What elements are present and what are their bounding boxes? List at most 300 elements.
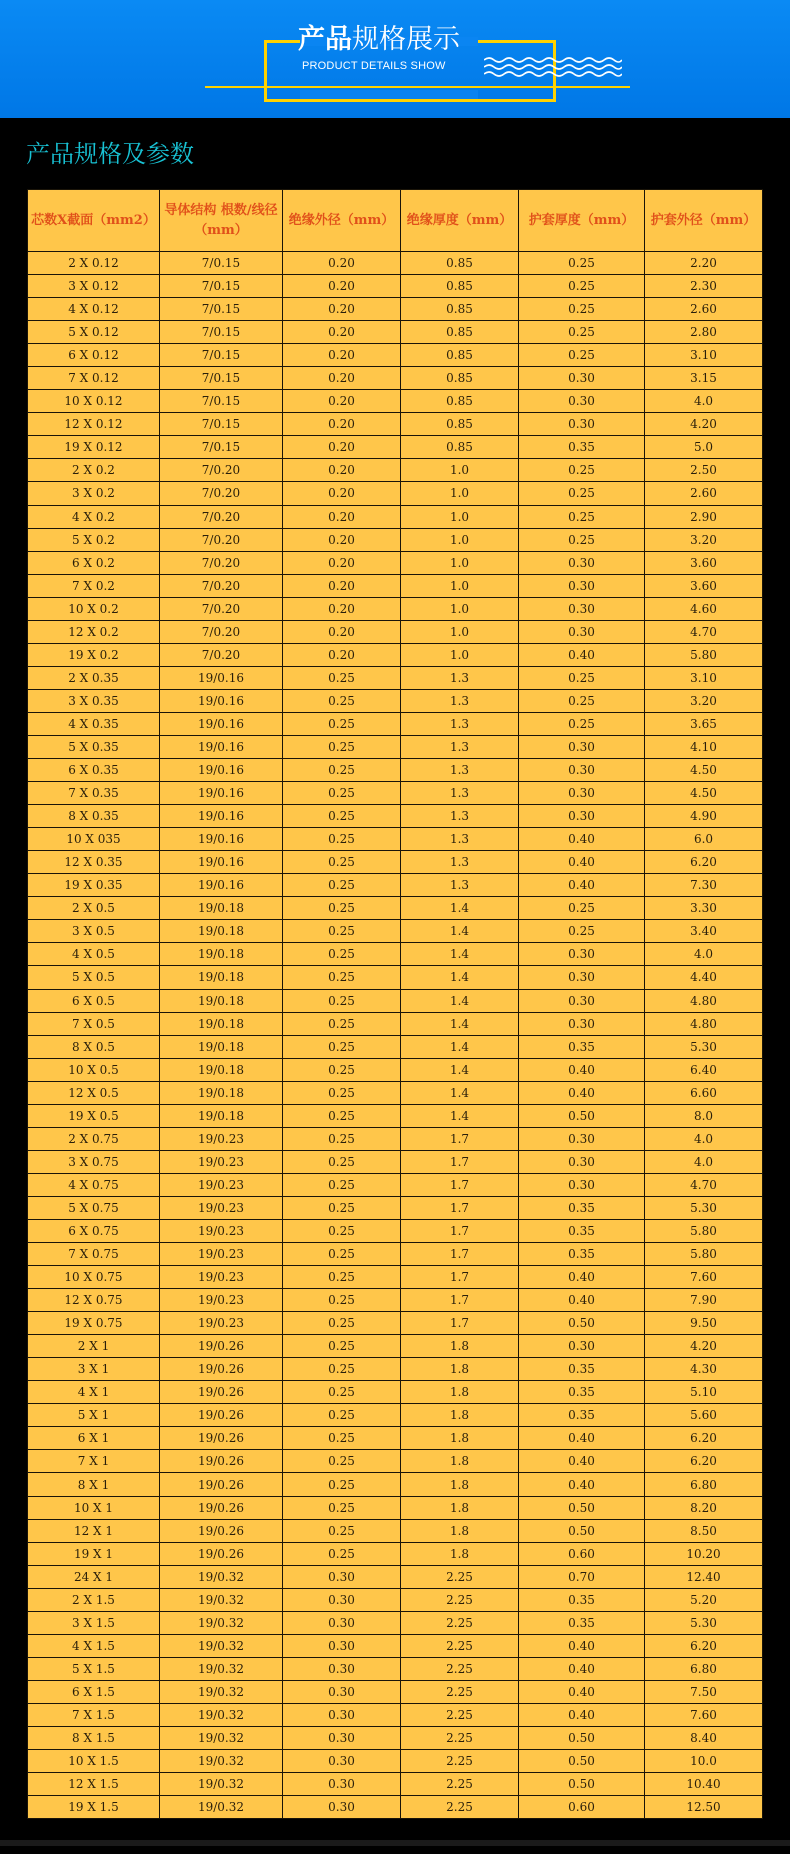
table-row <box>28 1358 763 1381</box>
table-row <box>28 1035 763 1058</box>
table-row <box>28 1104 763 1127</box>
table-cell: 1.8 <box>401 1335 519 1358</box>
table-cell: 7/0.20 <box>160 620 283 643</box>
table-cell: 0.20 <box>283 643 401 666</box>
table-cell: 3 X 0.12 <box>28 275 160 298</box>
table-cell: 3.60 <box>645 551 763 574</box>
table-cell: 5.30 <box>645 1611 763 1634</box>
table-row <box>28 551 763 574</box>
table-cell: 0.20 <box>283 436 401 459</box>
table-cell: 0.20 <box>283 275 401 298</box>
table-cell: 19/0.16 <box>160 689 283 712</box>
table-cell: 4.40 <box>645 966 763 989</box>
table-cell: 1.8 <box>401 1358 519 1381</box>
table-row <box>28 367 763 390</box>
table-cell: 7/0.15 <box>160 252 283 275</box>
table-cell: 5 X 0.12 <box>28 321 160 344</box>
table-cell: 0.25 <box>283 851 401 874</box>
table-cell: 19/0.16 <box>160 712 283 735</box>
table-cell: 19 X 0.35 <box>28 874 160 897</box>
table-cell: 19/0.18 <box>160 1035 283 1058</box>
table-cell: 0.25 <box>283 1496 401 1519</box>
table-cell: 0.25 <box>283 1427 401 1450</box>
table-cell: 1.4 <box>401 1035 519 1058</box>
table-cell: 3 X 0.5 <box>28 920 160 943</box>
table-cell: 2.80 <box>645 321 763 344</box>
table-cell: 0.60 <box>519 1542 645 1565</box>
table-cell: 4 X 1 <box>28 1381 160 1404</box>
table-cell: 7/0.20 <box>160 551 283 574</box>
table-cell: 4 X 0.5 <box>28 943 160 966</box>
table-row <box>28 851 763 874</box>
table-cell: 0.40 <box>519 851 645 874</box>
table-cell: 0.50 <box>519 1519 645 1542</box>
table-cell: 1.7 <box>401 1289 519 1312</box>
table-cell: 4.50 <box>645 782 763 805</box>
table-cell: 0.25 <box>283 1058 401 1081</box>
table-cell: 1.3 <box>401 735 519 758</box>
table-cell: 0.30 <box>283 1565 401 1588</box>
table-cell: 8.40 <box>645 1727 763 1750</box>
table-row <box>28 1611 763 1634</box>
table-cell: 0.30 <box>283 1703 401 1726</box>
table-row <box>28 390 763 413</box>
table-row <box>28 989 763 1012</box>
table-cell: 0.35 <box>519 1196 645 1219</box>
table-cell: 3.15 <box>645 367 763 390</box>
table-row <box>28 1404 763 1427</box>
table-cell: 5.30 <box>645 1035 763 1058</box>
table-row <box>28 1680 763 1703</box>
table-cell: 7 X 1 <box>28 1450 160 1473</box>
table-row <box>28 782 763 805</box>
table-cell: 3.65 <box>645 712 763 735</box>
table-cell: 19/0.16 <box>160 666 283 689</box>
table-cell: 19/0.16 <box>160 874 283 897</box>
table-cell: 4 X 0.12 <box>28 298 160 321</box>
table-cell: 19/0.26 <box>160 1519 283 1542</box>
table-cell: 19/0.16 <box>160 782 283 805</box>
table-cell: 5 X 0.5 <box>28 966 160 989</box>
table-cell: 19 X 0.2 <box>28 643 160 666</box>
table-cell: 7/0.20 <box>160 528 283 551</box>
table-cell: 0.30 <box>283 1750 401 1773</box>
column-header: 绝缘外径（mm） <box>283 190 401 252</box>
table-cell: 0.85 <box>401 298 519 321</box>
table-cell: 6 X 1 <box>28 1427 160 1450</box>
table-cell: 19/0.16 <box>160 851 283 874</box>
table-cell: 1.7 <box>401 1127 519 1150</box>
table-cell: 19/0.18 <box>160 1081 283 1104</box>
table-cell: 8.20 <box>645 1496 763 1519</box>
table-cell: 2.60 <box>645 298 763 321</box>
table-cell: 19/0.18 <box>160 1104 283 1127</box>
table-cell: 2.25 <box>401 1565 519 1588</box>
table-cell: 10 X 1 <box>28 1496 160 1519</box>
table-cell: 0.40 <box>519 1427 645 1450</box>
table-cell: 0.30 <box>519 597 645 620</box>
table-cell: 1.0 <box>401 574 519 597</box>
table-cell: 0.25 <box>283 1473 401 1496</box>
table-cell: 4.90 <box>645 805 763 828</box>
table-cell: 7/0.15 <box>160 344 283 367</box>
table-row <box>28 1312 763 1335</box>
table-cell: 8 X 1.5 <box>28 1727 160 1750</box>
table-cell: 1.4 <box>401 1104 519 1127</box>
table-cell: 0.25 <box>519 344 645 367</box>
table-cell: 0.30 <box>283 1657 401 1680</box>
table-cell: 0.25 <box>283 828 401 851</box>
table-cell: 7.50 <box>645 1680 763 1703</box>
table-row <box>28 1496 763 1519</box>
table-cell: 2.30 <box>645 275 763 298</box>
table-cell: 0.25 <box>283 1173 401 1196</box>
table-cell: 0.85 <box>401 367 519 390</box>
table-row <box>28 1542 763 1565</box>
table-cell: 0.25 <box>519 712 645 735</box>
table-cell: 0.50 <box>519 1727 645 1750</box>
table-cell: 1.4 <box>401 989 519 1012</box>
table-body <box>28 252 763 1819</box>
table-header-row <box>28 190 763 252</box>
table-cell: 6.20 <box>645 1634 763 1657</box>
table-cell: 3.40 <box>645 920 763 943</box>
table-cell: 1.4 <box>401 920 519 943</box>
table-cell: 19/0.18 <box>160 966 283 989</box>
table-cell: 2 X 1 <box>28 1335 160 1358</box>
table-cell: 0.35 <box>519 1381 645 1404</box>
table-cell: 12 X 1.5 <box>28 1773 160 1796</box>
table-cell: 2.25 <box>401 1727 519 1750</box>
table-row <box>28 1127 763 1150</box>
table-cell: 0.20 <box>283 321 401 344</box>
table-cell: 0.25 <box>283 966 401 989</box>
table-cell: 19/0.18 <box>160 1058 283 1081</box>
table-cell: 0.20 <box>283 597 401 620</box>
table-cell: 0.30 <box>519 1127 645 1150</box>
table-cell: 0.25 <box>283 943 401 966</box>
table-cell: 2 X 0.75 <box>28 1127 160 1150</box>
table-cell: 6.80 <box>645 1657 763 1680</box>
table-row <box>28 1634 763 1657</box>
table-cell: 0.50 <box>519 1104 645 1127</box>
table-cell: 0.25 <box>283 1450 401 1473</box>
table-row <box>28 321 763 344</box>
table-row <box>28 1450 763 1473</box>
table-cell: 0.30 <box>519 1335 645 1358</box>
table-cell: 19/0.23 <box>160 1266 283 1289</box>
table-cell: 19/0.32 <box>160 1727 283 1750</box>
table-row <box>28 735 763 758</box>
table-cell: 19/0.18 <box>160 920 283 943</box>
table-cell: 3 X 1.5 <box>28 1611 160 1634</box>
table-cell: 0.25 <box>283 1312 401 1335</box>
table-cell: 0.35 <box>519 1358 645 1381</box>
table-cell: 0.85 <box>401 413 519 436</box>
table-cell: 7/0.15 <box>160 436 283 459</box>
table-row <box>28 943 763 966</box>
table-cell: 10 X 0.12 <box>28 390 160 413</box>
table-cell: 0.30 <box>519 1012 645 1035</box>
table-cell: 19/0.23 <box>160 1243 283 1266</box>
table-cell: 1.3 <box>401 874 519 897</box>
table-cell: 9.50 <box>645 1312 763 1335</box>
table-cell: 19/0.23 <box>160 1312 283 1335</box>
table-cell: 3.60 <box>645 574 763 597</box>
banner-title-bold: 产品 <box>298 24 352 55</box>
table-cell: 7/0.15 <box>160 275 283 298</box>
table-row <box>28 1219 763 1242</box>
table-cell: 6.20 <box>645 1427 763 1450</box>
table-cell: 0.25 <box>283 920 401 943</box>
table-cell: 1.0 <box>401 528 519 551</box>
table-cell: 19 X 1 <box>28 1542 160 1565</box>
banner-title-light: 规格展示 <box>352 24 460 55</box>
table-cell: 2 X 0.12 <box>28 252 160 275</box>
table-cell: 6.0 <box>645 828 763 851</box>
table-cell: 0.85 <box>401 436 519 459</box>
table-cell: 0.25 <box>283 1404 401 1427</box>
table-cell: 0.25 <box>283 1358 401 1381</box>
table-cell: 19/0.26 <box>160 1381 283 1404</box>
table-cell: 7 X 0.5 <box>28 1012 160 1035</box>
table-cell: 0.30 <box>519 574 645 597</box>
table-cell: 0.25 <box>519 482 645 505</box>
table-cell: 7/0.20 <box>160 574 283 597</box>
banner-subtitle: PRODUCT DETAILS SHOW <box>302 60 446 72</box>
table-row <box>28 897 763 920</box>
table-cell: 2.60 <box>645 482 763 505</box>
table-row <box>28 874 763 897</box>
table-cell: 0.30 <box>519 1150 645 1173</box>
table-cell: 19/0.26 <box>160 1473 283 1496</box>
table-cell: 0.20 <box>283 459 401 482</box>
table-cell: 0.40 <box>519 1266 645 1289</box>
table-cell: 0.40 <box>519 1703 645 1726</box>
table-cell: 4.0 <box>645 390 763 413</box>
table-row <box>28 505 763 528</box>
table-cell: 6.80 <box>645 1473 763 1496</box>
table-row <box>28 1335 763 1358</box>
table-cell: 0.25 <box>283 1035 401 1058</box>
table-cell: 0.40 <box>519 874 645 897</box>
table-cell: 4 X 0.75 <box>28 1173 160 1196</box>
table-cell: 8 X 0.35 <box>28 805 160 828</box>
table-cell: 0.25 <box>519 298 645 321</box>
table-cell: 0.25 <box>283 1289 401 1312</box>
table-cell: 19/0.32 <box>160 1565 283 1588</box>
table-cell: 1.4 <box>401 1081 519 1104</box>
table-cell: 1.3 <box>401 666 519 689</box>
table-row <box>28 1473 763 1496</box>
table-row <box>28 620 763 643</box>
table-cell: 4.80 <box>645 1012 763 1035</box>
table-cell: 12 X 1 <box>28 1519 160 1542</box>
table-cell: 0.25 <box>283 805 401 828</box>
table-cell: 0.30 <box>519 413 645 436</box>
table-cell: 5.60 <box>645 1404 763 1427</box>
table-cell: 3.10 <box>645 344 763 367</box>
table-row <box>28 528 763 551</box>
table-cell: 0.25 <box>283 989 401 1012</box>
table-cell: 0.25 <box>519 505 645 528</box>
table-cell: 0.20 <box>283 367 401 390</box>
table-cell: 0.40 <box>519 1081 645 1104</box>
table-cell: 7 X 1.5 <box>28 1703 160 1726</box>
table-cell: 7.60 <box>645 1266 763 1289</box>
table-cell: 2 X 0.5 <box>28 897 160 920</box>
table-cell: 3 X 1 <box>28 1358 160 1381</box>
table-row <box>28 1081 763 1104</box>
table-cell: 5.30 <box>645 1196 763 1219</box>
table-cell: 2.25 <box>401 1750 519 1773</box>
table-cell: 19/0.18 <box>160 989 283 1012</box>
bottom-divider <box>0 1840 790 1846</box>
table-cell: 1.0 <box>401 505 519 528</box>
table-cell: 1.8 <box>401 1473 519 1496</box>
table-cell: 0.30 <box>519 367 645 390</box>
table-cell: 1.4 <box>401 1058 519 1081</box>
table-cell: 7 X 0.12 <box>28 367 160 390</box>
table-row <box>28 252 763 275</box>
table-cell: 0.25 <box>283 1381 401 1404</box>
table-cell: 1.4 <box>401 966 519 989</box>
table-row <box>28 1381 763 1404</box>
table-cell: 0.50 <box>519 1773 645 1796</box>
table-cell: 0.85 <box>401 252 519 275</box>
table-cell: 19/0.18 <box>160 943 283 966</box>
table-cell: 4.30 <box>645 1358 763 1381</box>
table-cell: 0.30 <box>519 1173 645 1196</box>
table-cell: 1.7 <box>401 1266 519 1289</box>
table-cell: 1.3 <box>401 712 519 735</box>
table-cell: 0.30 <box>283 1773 401 1796</box>
table-cell: 10.40 <box>645 1773 763 1796</box>
table-cell: 19/0.16 <box>160 828 283 851</box>
table-cell: 0.20 <box>283 413 401 436</box>
table-cell: 19/0.32 <box>160 1588 283 1611</box>
table-cell: 19/0.23 <box>160 1289 283 1312</box>
table-row <box>28 1657 763 1680</box>
table-cell: 0.40 <box>519 1450 645 1473</box>
table-cell: 0.30 <box>283 1680 401 1703</box>
table-cell: 19/0.18 <box>160 1012 283 1035</box>
table-cell: 12 X 0.35 <box>28 851 160 874</box>
table-cell: 0.25 <box>519 459 645 482</box>
table-cell: 7/0.15 <box>160 390 283 413</box>
table-cell: 0.25 <box>283 1150 401 1173</box>
table-cell: 12 X 0.2 <box>28 620 160 643</box>
table-cell: 0.25 <box>283 1196 401 1219</box>
table-cell: 0.35 <box>519 1035 645 1058</box>
table-cell: 0.50 <box>519 1312 645 1335</box>
table-cell: 19/0.26 <box>160 1450 283 1473</box>
table-cell: 10 X 0.2 <box>28 597 160 620</box>
column-header: 护套厚度（mm） <box>519 190 645 252</box>
table-cell: 10 X 035 <box>28 828 160 851</box>
banner-title <box>298 22 498 58</box>
table-row <box>28 1565 763 1588</box>
table-cell: 10 X 1.5 <box>28 1750 160 1773</box>
table-cell: 0.30 <box>283 1727 401 1750</box>
table-cell: 19 X 1.5 <box>28 1796 160 1819</box>
table-cell: 0.20 <box>283 482 401 505</box>
table-cell: 2.25 <box>401 1703 519 1726</box>
column-header: 绝缘厚度（mm） <box>401 190 519 252</box>
table-cell: 0.25 <box>283 735 401 758</box>
table-cell: 19/0.23 <box>160 1173 283 1196</box>
table-cell: 5.80 <box>645 643 763 666</box>
table-cell: 6.20 <box>645 1450 763 1473</box>
table-cell: 5.10 <box>645 1381 763 1404</box>
table-cell: 19/0.32 <box>160 1773 283 1796</box>
table-cell: 4.70 <box>645 620 763 643</box>
table-row <box>28 1796 763 1819</box>
table-cell: 19/0.26 <box>160 1427 283 1450</box>
table-cell: 3.20 <box>645 689 763 712</box>
table-cell: 2.25 <box>401 1680 519 1703</box>
table-cell: 0.20 <box>283 505 401 528</box>
table-row <box>28 459 763 482</box>
table-cell: 0.35 <box>519 1243 645 1266</box>
table-cell: 4 X 1.5 <box>28 1634 160 1657</box>
table-cell: 0.20 <box>283 551 401 574</box>
table-cell: 1.7 <box>401 1312 519 1335</box>
table-row <box>28 1266 763 1289</box>
table-cell: 4 X 0.2 <box>28 505 160 528</box>
table-row <box>28 920 763 943</box>
table-cell: 1.4 <box>401 943 519 966</box>
table-cell: 7/0.15 <box>160 413 283 436</box>
table-cell: 4.50 <box>645 759 763 782</box>
table-cell: 4.10 <box>645 735 763 758</box>
table-cell: 8.50 <box>645 1519 763 1542</box>
table-cell: 1.4 <box>401 1012 519 1035</box>
table-cell: 1.8 <box>401 1404 519 1427</box>
table-row <box>28 1727 763 1750</box>
table-row <box>28 436 763 459</box>
table-cell: 1.8 <box>401 1450 519 1473</box>
table-cell: 1.3 <box>401 689 519 712</box>
table-cell: 3 X 0.2 <box>28 482 160 505</box>
table-cell: 3 X 0.35 <box>28 689 160 712</box>
table-cell: 0.35 <box>519 436 645 459</box>
table-cell: 0.20 <box>283 620 401 643</box>
table-cell: 19/0.16 <box>160 759 283 782</box>
table-cell: 19/0.18 <box>160 897 283 920</box>
table-cell: 1.8 <box>401 1519 519 1542</box>
table-cell: 8 X 0.5 <box>28 1035 160 1058</box>
table-cell: 0.30 <box>283 1796 401 1819</box>
table-cell: 0.20 <box>283 252 401 275</box>
table-cell: 0.20 <box>283 574 401 597</box>
table-cell: 2.25 <box>401 1773 519 1796</box>
table-cell: 19/0.23 <box>160 1219 283 1242</box>
table-row <box>28 1773 763 1796</box>
table-cell: 0.25 <box>283 1127 401 1150</box>
table-cell: 7/0.20 <box>160 643 283 666</box>
table-cell: 19 X 0.12 <box>28 436 160 459</box>
table-cell: 7 X 0.75 <box>28 1243 160 1266</box>
table-cell: 6.60 <box>645 1081 763 1104</box>
table-cell: 7.90 <box>645 1289 763 1312</box>
table-cell: 2.25 <box>401 1657 519 1680</box>
table-cell: 4.80 <box>645 989 763 1012</box>
table-cell: 0.25 <box>283 666 401 689</box>
table-row <box>28 689 763 712</box>
table-cell: 2.25 <box>401 1796 519 1819</box>
table-row <box>28 643 763 666</box>
